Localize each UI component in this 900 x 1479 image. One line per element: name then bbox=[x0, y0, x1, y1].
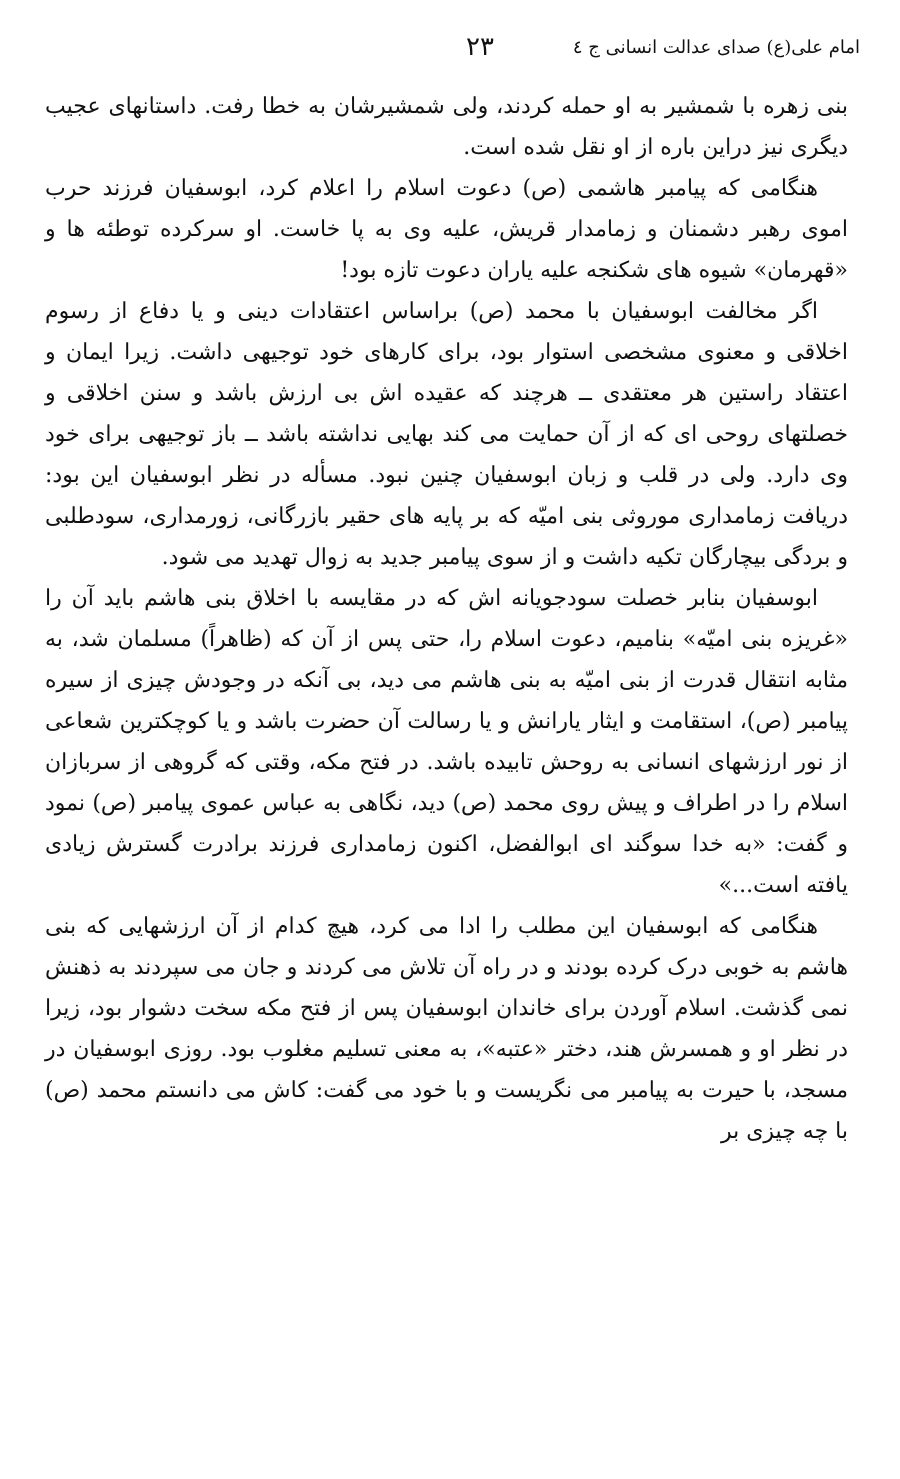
body-text bbox=[45, 86, 848, 1152]
paragraph: اگر مخالفت ابوسفیان با محمد (ص) براساس اعتقادات دینی و یا دفاع از رسوم اخلاقی و معنوی مشخصی استوار بود، برای کارهای خود توجیهی داشت. زیرا ایمان و اعتقاد راستین هر معتقدی ــ هرچند که عقیده اش بی ارزش باشد و سنن اخلاقی و خصلتهای روحی ای که از آن حمایت می کند بهایی نداشته باشد ــ باز توجیهی برای خود وی دارد. ولی در قلب و زبان ابوسفیان چنین نبود. مسأله در نظر ابوسفیان این بود: دریافت زمامداری موروثی بنی امیّه که بر پایه های حقیر بازرگانی، زورمداری، سودطلبی و بردگی بیچارگان تکیه داشت و از سوی پیامبر جدید به زوال تهدید می شود. bbox=[45, 299, 848, 570]
page-number: ٢٣ bbox=[466, 32, 494, 62]
book-title: امام علی(ع) صدای عدالت انسانی ج ٤ bbox=[572, 37, 860, 58]
page-header bbox=[40, 30, 860, 70]
paragraph: هنگامی که ابوسفیان این مطلب را ادا می کرد، هیچ کدام از آن ارزشهایی که بنی هاشم به خوبی درک کرده بودند و در راه آن تلاش می کردند و جان می سپردند به ذهنش نمی گذشت. اسلام آوردن برای خاندان ابوسفیان پس از فتح مکه سخت دشوار بود، زیرا در نظر او و همسرش هند، دختر «عتبه»، به معنی تسلیم مغلوب بود. روزی ابوسفیان در مسجد، با حیرت به پیامبر می نگریست و با خود می گفت: کاش می دانستم محمد (ص) با چه چیزی بر bbox=[45, 914, 848, 1144]
paragraph: ابوسفیان بنابر خصلت سودجویانه اش که در مقایسه با اخلاق بنی هاشم باید آن را «غریزه بنی امیّه» بنامیم، دعوت اسلام را، حتی پس از آن که (ظاهراً) مسلمان شد، به مثابه انتقال قدرت از بنی امیّه به بنی هاشم می دید، بی آنکه در وجودش چیزی از سیره پیامبر (ص)، استقامت و ایثار یارانش و یا رسالت آن حضرت باشد و یا کوچکترین شعاعی از نور ارزشهای انسانی به روحش تابیده باشد. در فتح مکه، وقتی که گروهی از سربازان اسلام را در اطراف و پیش روی محمد (ص) دید، نگاهی به عباس عموی پیامبر (ص) نمود و گفت: «به خدا سوگند ای ابوالفضل، اکنون زمامداری فرزند برادرت گسترش زیادی یافته است...» bbox=[45, 586, 848, 898]
paragraph: هنگامی که پیامبر هاشمی (ص) دعوت اسلام را اعلام کرد، ابوسفیان فرزند حرب اموی رهبر دشمنان و زمامدار قریش، علیه وی به پا خاست. او سرکرده توطئه ها و «قهرمان» شیوه های شکنجه علیه یاران دعوت تازه بود! bbox=[45, 176, 848, 283]
paragraph: بنی زهره با شمشیر به او حمله کردند، ولی شمشیرشان به خطا رفت. داستانهای عجیب دیگری نیز دراین باره از او نقل شده است. bbox=[45, 94, 848, 160]
